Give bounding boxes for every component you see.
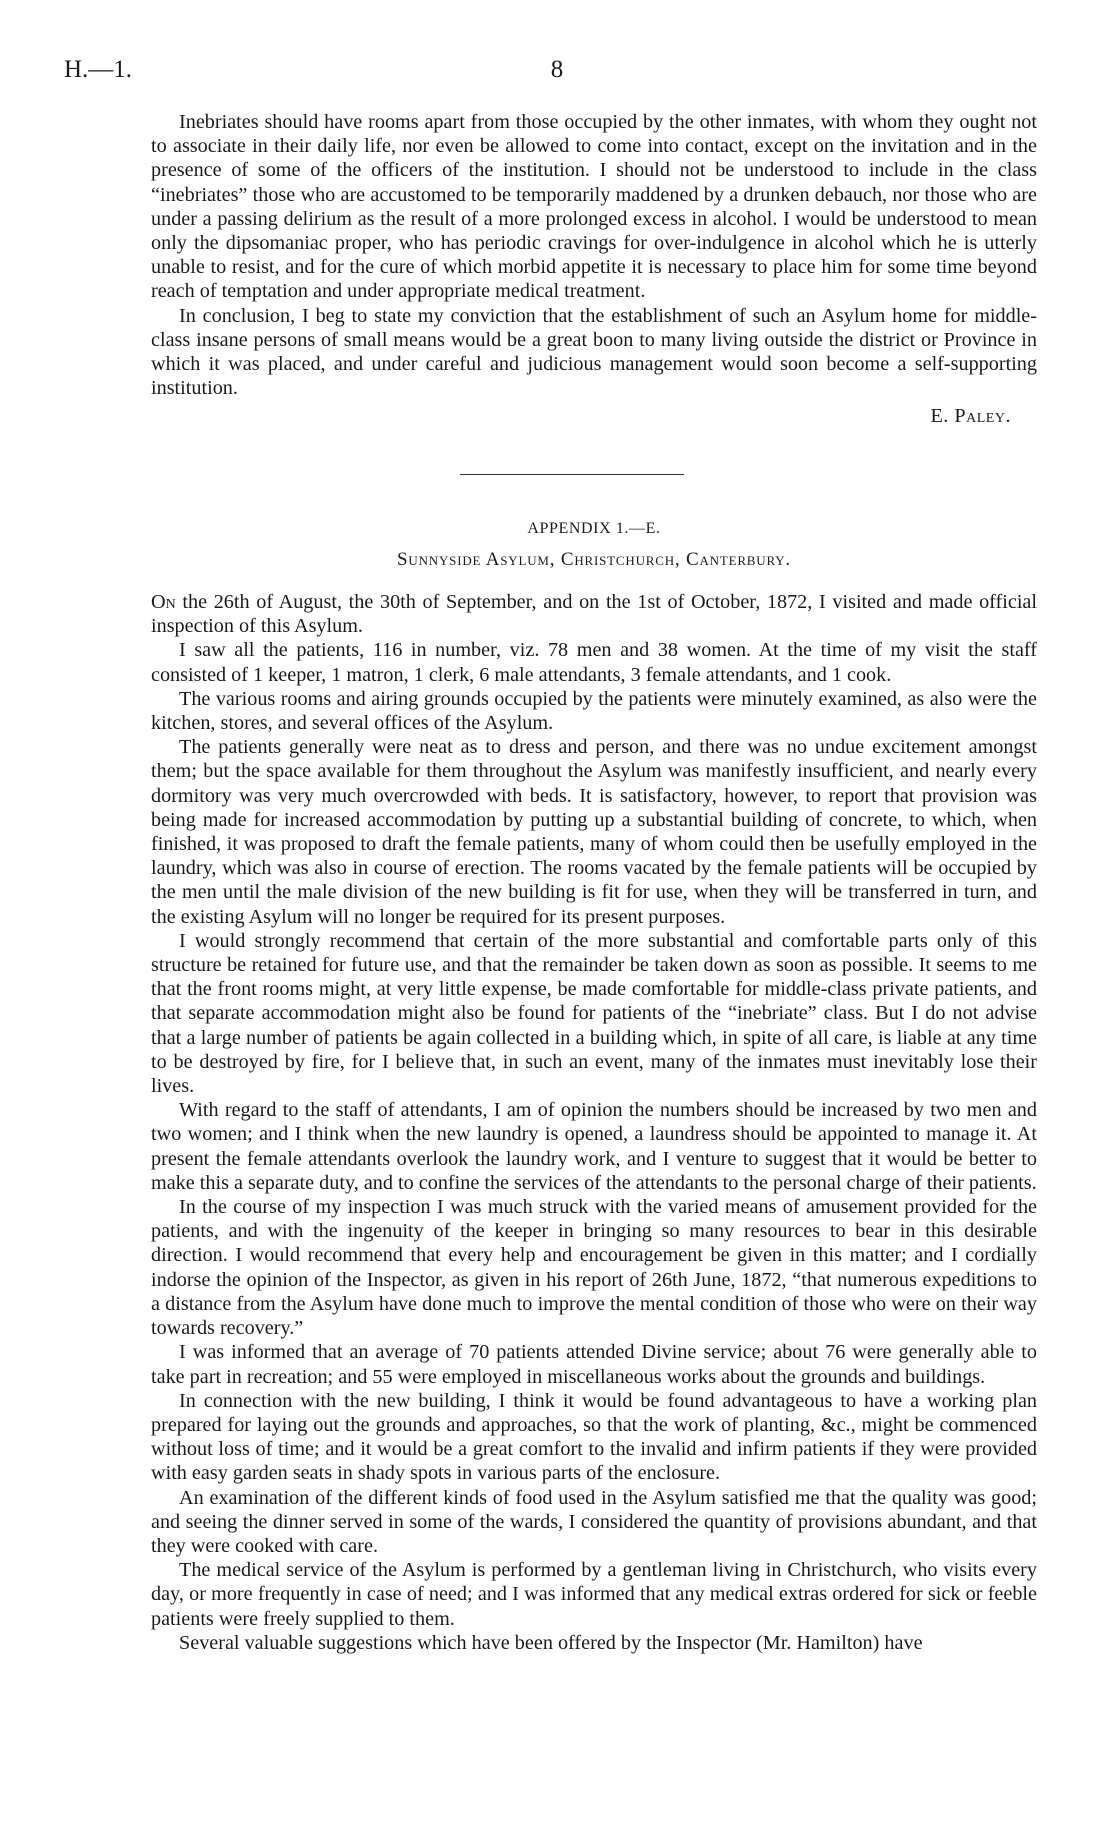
paragraph: The various rooms and airing grounds occupied by the patients were minutely examined, as also were the kitchen, stores, and several offices of the Asylum. xyxy=(151,687,1037,735)
section-divider xyxy=(460,474,684,475)
document-reference: H.—1. xyxy=(64,56,133,83)
inebriates-section xyxy=(151,110,1037,429)
signature: E. Paley. xyxy=(930,405,1011,428)
opening-text: the 26th of August, the 30th of September, and on the 1st of October, 1872, I visited and made official inspection of this Asylum. xyxy=(151,591,1037,638)
paragraph: With regard to the staff of attendants, I am of opinion the numbers should be increased by two men and two women; and I think when the new laundry is opened, a laundress should be appointed to manage it. At present the female attendants overlook the laundry work, and I venture to suggest that it would be better to make this a separate duty, and to confine the services of the attendants to the personal charge of their patients. xyxy=(151,1099,1037,1194)
paragraph: I was informed that an average of 70 patients attended Divine service; about 76 were generally able to take part in recreation; and 55 were employed in miscellaneous works about the grounds and buildings. xyxy=(151,1341,1037,1388)
opening-paragraph xyxy=(151,590,1037,638)
paragraph: The medical service of the Asylum is performed by a gentleman living in Christchurch, who visits every day, or more frequently in case of need; and I was informed that any medical extras ordered for sick or feeble patients were freely supplied to them. xyxy=(151,1559,1037,1630)
paragraph: Several valuable suggestions which have been offered by the Inspector (Mr. Hamilton) have xyxy=(179,1631,923,1654)
paragraph: In conclusion, I beg to state my conviction that the establishment of such an Asylum home for middle-class insane persons of small means would be a great boon to many living outside the district or Province in which it was placed, and under careful and judicious management would soon become a self-supporting institution. xyxy=(151,304,1037,400)
paragraph: I saw all the patients, 116 in number, viz. 78 men and 38 women. At the time of my visit the staff consisted of 1 keeper, 1 matron, 1 clerk, 6 male attendants, 3 female attendants, and 1 cook. xyxy=(151,639,1037,686)
paragraph: I would strongly recommend that certain of the more substantial and comfortable parts only of this structure be retained for future use, and that the remainder be taken down as soon as possible. It seems to me that the front rooms might, at very little expense, be made comfortable for middle-class private patients, and that separate accommodation might also be found for patients of the “inebriate” class. But I do not advise that a large number of patients be again collected in a building which, in spite of all care, is liable at any time to be destroyed by fire, for I believe that, in such an event, many of the inmates must inevitably lose their lives. xyxy=(151,929,1037,1098)
appendix-subtitle: Sunnyside Asylum, Christchurch, Canterbury. xyxy=(397,549,791,570)
paragraph: In connection with the new building, I think it would be found advantageous to have a working plan prepared for laying out the grounds and approaches, so that the work of planting, &c., might be commenced without loss of time; and it would be a great comfort to the invalid and infirm patients if they were provided with easy garden seats in shady spots in various parts of the enclosure. xyxy=(151,1389,1037,1485)
page-number: 8 xyxy=(550,56,564,83)
paragraph: Inebriates should have rooms apart from those occupied by the other inmates, with whom they ought not to associate in their daily life, nor even be allowed to come into contact, except on the invitation and in the presence of some of the officers of the institution. I should not be understood to include in the class “inebriates” those who are accustomed to be temporarily maddened by a drunken debauch, nor those who are under a passing delirium as the result of a more prolonged excess in alcohol. I would be understood to mean only the dipsomaniac proper, who has periodic cravings for over-indulgence in alcohol which he is utterly unable to resist, and for the cure of which morbid appetite it is necessary to place him for some time beyond reach of temptation and under appropriate medical treatment. xyxy=(151,111,1037,303)
paragraph: The patients generally were neat as to dress and person, and there was no undue excitement amongst them; but the space available for them throughout the Asylum was manifestly insufficient, and nearly every dormitory was very much overcrowded with beds. It is satisfactory, however, to report that provision was being made for increased accommodation by putting up a substantial building of concrete, to which, when finished, it was proposed to draft the female patients, many of whom could then be usefully employed in the laundry, which was also in course of erection. The rooms vacated by the female patients will be occupied by the men until the male division of the new building is fit for use, when they will be transferred in turn, and the existing Asylum will no longer be required for its present purposes. xyxy=(151,736,1037,928)
page-header xyxy=(64,56,1050,96)
opening-word: On xyxy=(151,591,176,613)
sunnyside-report xyxy=(151,590,1037,1655)
appendix-title: APPENDIX 1.—E. xyxy=(527,520,661,537)
paragraph: An examination of the different kinds of food used in the Asylum satisfied me that the quality was good; and seeing the dinner served in some of the wards, I considered the quantity of provisions abundant, and that they were cooked with care. xyxy=(151,1486,1037,1557)
paragraph: In the course of my inspection I was much struck with the varied means of amusement provided for the patients, and with the ingenuity of the keeper in bringing so many resources to bear in this desirable direction. I would recommend that every help and encouragement be given in this matter; and I cordially indorse the opinion of the Inspector, as given in his report of 26th June, 1872, “that numerous expeditions to a distance from the Asylum have done much to improve the mental condition of those who were on their way towards recovery.” xyxy=(151,1196,1037,1340)
